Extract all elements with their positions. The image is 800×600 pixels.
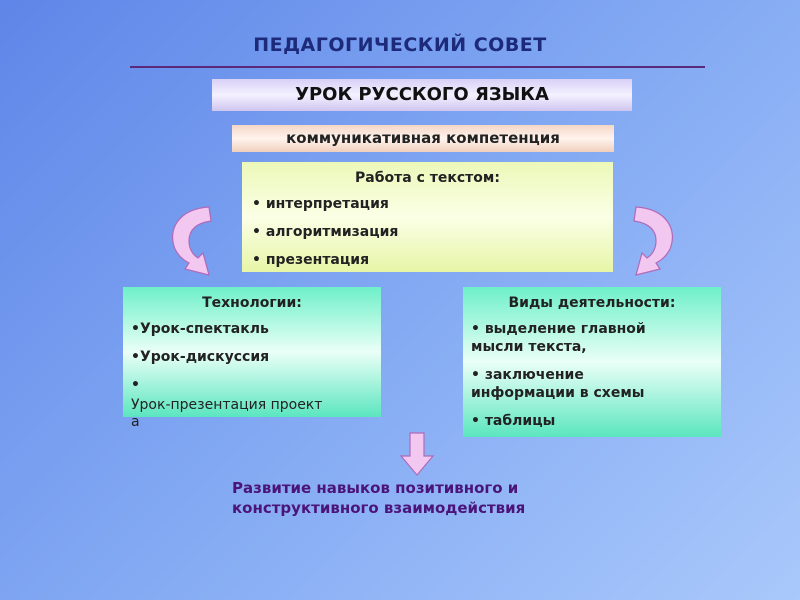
technologies-item: • (131, 377, 140, 393)
curved-arrow-right-icon (628, 203, 680, 281)
technologies-item: а (131, 414, 140, 430)
page-title: ПЕДАГОГИЧЕСКИЙ СОВЕТ (253, 34, 547, 56)
down-arrow-icon (400, 432, 434, 476)
technologies-box (123, 287, 381, 430)
title-divider (130, 66, 705, 68)
activities-item: мысли текста, (471, 339, 587, 355)
text-work-title: Работа с текстом: (355, 170, 500, 186)
lesson-box: УРОК РУССКОГО ЯЗЫКА (212, 79, 632, 111)
activities-item: информации в схемы (471, 385, 645, 401)
activities-title: Виды деятельности: (508, 295, 676, 311)
activities-item: • выделение главной (471, 321, 646, 337)
activities-item: • заключение (471, 367, 584, 383)
result-text (232, 478, 652, 518)
activities-item: • таблицы (471, 413, 556, 429)
technologies-item: Урок-презентация проект (131, 397, 323, 413)
result-line: конструктивного взаимодействия (232, 499, 526, 517)
text-work-item: • презентация (252, 252, 370, 268)
text-work-item: • алгоритмизация (252, 224, 399, 240)
curved-arrow-left-icon (165, 203, 217, 281)
result-line: Развитие навыков позитивного и (232, 479, 519, 497)
text-work-item: • интерпретация (252, 196, 389, 212)
text-work-box (242, 162, 613, 272)
technologies-title: Технологии: (202, 295, 302, 311)
technologies-item: •Урок-спектакль (131, 321, 269, 337)
competence-box: коммуникативная компетенция (232, 125, 614, 152)
activities-box (463, 287, 721, 437)
technologies-item: •Урок-дискуссия (131, 349, 270, 365)
